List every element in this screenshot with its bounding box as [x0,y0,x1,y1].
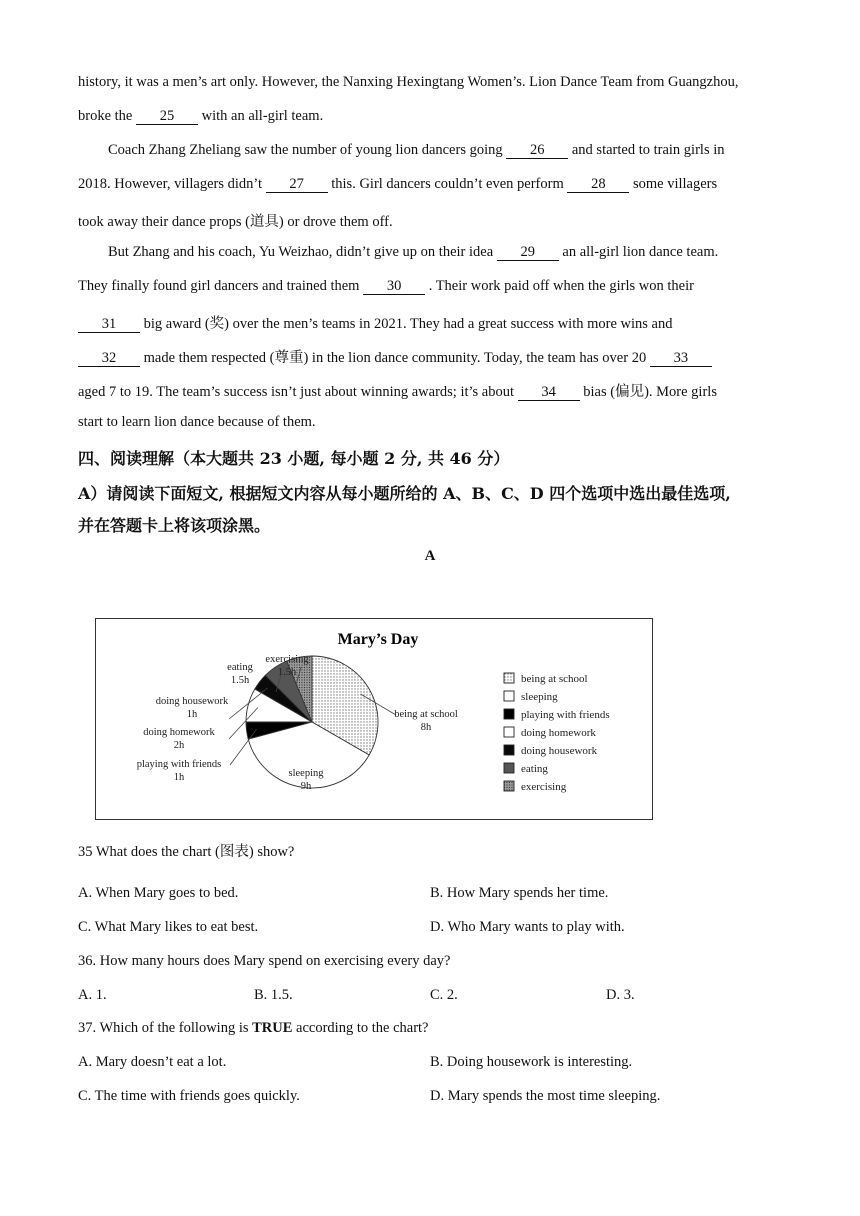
slice-label: being at school [394,709,458,720]
section-title: 四、阅读理解（本大题共 23 小题, 每小题 2 分, 共 46 分） [78,449,510,468]
option-37-c[interactable]: C. The time with friends goes quickly. [78,1088,300,1104]
question-35-stem: 35 What does the chart (图表) show? [78,844,295,860]
slice-value-label: 2h [173,740,185,751]
legend-swatch [504,691,514,701]
legend-swatch [504,745,514,755]
slice-label: sleeping [288,768,324,779]
emphasis-true: TRUE [252,1020,293,1036]
option-36-b[interactable]: B. 1.5. [254,987,293,1003]
blank-34[interactable]: 34 [518,385,580,401]
slice-label: playing with friends [136,759,222,770]
chart-frame [95,618,653,820]
option-36-c[interactable]: C. 2. [430,987,458,1003]
legend-swatch [504,763,514,773]
passage-letter: A [424,548,436,564]
passage-line: 32 made them respected (尊重) in the lion dance community. Today, the team has over 20 33 [78,346,712,367]
legend-swatch [504,673,514,683]
slice-label: doing homework [143,727,215,738]
blank-33[interactable]: 33 [650,351,712,367]
legend-label: doing homework [521,727,596,739]
blank-25[interactable]: 25 [136,109,198,125]
passage-line: 31 big award (奖) over the men’s teams in 2021. They had a great success with more wins and [78,312,672,333]
blank-26[interactable]: 26 [506,143,568,159]
question-36-stem: 36. How many hours does Mary spend on exercising every day? [78,953,451,969]
blank-28[interactable]: 28 [567,177,629,193]
passage-line: took away their dance props (道具) or drove them off. [78,214,393,230]
passage-line: start to learn lion dance because of them. [78,414,316,430]
blank-30[interactable]: 30 [363,279,425,295]
passage-line: They finally found girl dancers and trained them 30 . Their work paid off when the girls won their [78,278,694,294]
passage-line: But Zhang and his coach, Yu Weizhao, didn’t give up on their idea 29 an all-girl lion dance team. [108,244,719,260]
blank-27[interactable]: 27 [266,177,328,193]
chart-title: Mary’s Day [337,631,419,648]
section-instruction: A）请阅读下面短文, 根据短文内容从每小题所给的 A、B、C、D 四个选项中选出最佳选项, [78,484,731,503]
slice-label: eating [227,662,253,673]
passage-line: history, it was a men’s art only. However, the Nanxing Hexingtang Women’s. Lion Dance Team from Guangzhou, [78,74,739,90]
slice-value-label: 9h [300,781,312,792]
option-35-b[interactable]: B. How Mary spends her time. [430,885,609,901]
slice-label: exercising [265,654,309,665]
option-35-a[interactable]: A. When Mary goes to bed. [78,885,239,901]
slice-value-label: 1.5h [230,675,250,686]
option-37-b[interactable]: B. Doing housework is interesting. [430,1054,633,1070]
option-37-a[interactable]: A. Mary doesn’t eat a lot. [78,1054,227,1070]
blank-29[interactable]: 29 [497,245,559,261]
option-35-d[interactable]: D. Who Mary wants to play with. [430,919,625,935]
legend-label: exercising [521,781,567,793]
blank-32[interactable]: 32 [78,351,140,367]
option-36-d[interactable]: D. 3. [606,987,635,1003]
slice-value-label: 8h [420,722,432,733]
pie-chart [96,619,651,818]
passage-line: 2018. However, villagers didn’t 27 this. Girl dancers couldn’t even perform 28 some villagers [78,176,718,192]
option-36-a[interactable]: A. 1. [78,987,107,1003]
passage-line: aged 7 to 19. The team’s success isn’t just about winning awards; it’s about 34 bias (偏见). More girls [78,384,717,400]
slice-value-label: 1h [173,772,185,783]
option-35-c[interactable]: C. What Mary likes to eat best. [78,919,259,935]
slice-label: doing housework [155,696,229,707]
legend-swatch [504,709,514,719]
question-37-stem: 37. Which of the following is TRUE according to the chart? [78,1020,429,1036]
legend-label: playing with friends [521,709,610,721]
legend-swatch [504,781,514,791]
slice-value-label: 1.5h [277,667,297,678]
passage-line: Coach Zhang Zheliang saw the number of young lion dancers going 26 and started to train girls in [108,142,725,158]
section-instruction: 并在答题卡上将该项涂黑。 [78,516,271,535]
blank-31[interactable]: 31 [78,317,140,333]
slice-value-label: 1h [186,709,198,720]
legend-label: eating [521,763,548,775]
legend-label: sleeping [521,691,558,703]
legend-swatch [504,727,514,737]
legend-label: doing housework [521,745,598,757]
legend-label: being at school [521,673,588,685]
option-37-d[interactable]: D. Mary spends the most time sleeping. [430,1088,661,1104]
passage-line: broke the 25 with an all-girl team. [78,108,324,124]
